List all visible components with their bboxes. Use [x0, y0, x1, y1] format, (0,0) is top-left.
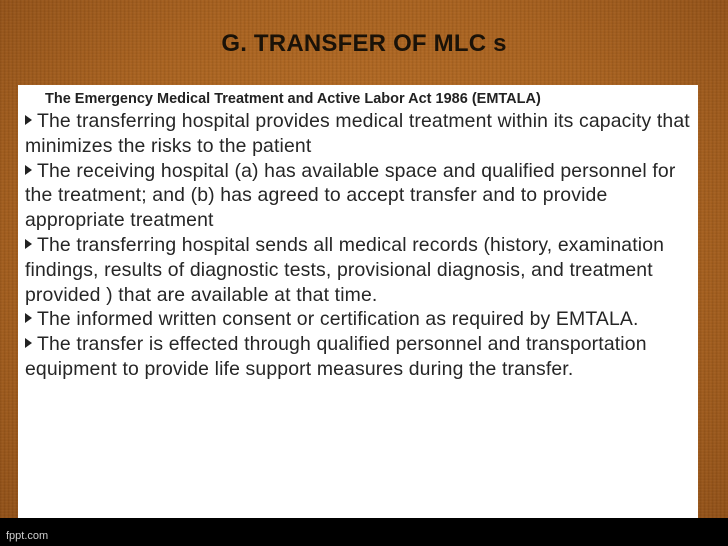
bullet-text: The transferring hospital sends all medical records (history, examination findings, results of diagnostic tests, provisional diagnosis, and treatment provided ) that are available at that time.: [25, 233, 665, 306]
bullet-text: The informed written consent or certification as required by EMTALA.: [37, 308, 639, 331]
bullet-arrow-icon: [25, 313, 32, 323]
bullet-arrow-icon: [25, 338, 32, 348]
slide-subtitle: The Emergency Medical Treatment and Active Labor Act 1986 (EMTALA): [45, 91, 541, 107]
bullet-item: [25, 307, 698, 332]
bullet-item: [25, 233, 698, 307]
slide-title: G. TRANSFER OF MLC s: [221, 30, 507, 57]
bullet-item: [25, 159, 698, 233]
footer-bar: [0, 518, 728, 546]
bullet-text: The transferring hospital provides medical treatment within its capacity that minimizes the risks to the patient: [25, 110, 690, 157]
footer-watermark: fppt.com: [6, 530, 49, 542]
bullet-item: [25, 332, 698, 382]
bullet-arrow-icon: [25, 115, 32, 125]
bullet-text: The transfer is effected through qualified personnel and transportation equipment to provide life support measures during the transfer.: [25, 333, 647, 380]
bullet-text: The receiving hospital (a) has available space and qualified personnel for the treatment; and (b) has agreed to accept transfer and to provide appropriate treatment: [25, 159, 676, 232]
bullet-list: [18, 109, 698, 382]
content-panel: [18, 85, 698, 518]
bullet-arrow-icon: [25, 239, 32, 249]
bullet-arrow-icon: [25, 165, 32, 175]
bullet-item: [25, 109, 698, 159]
